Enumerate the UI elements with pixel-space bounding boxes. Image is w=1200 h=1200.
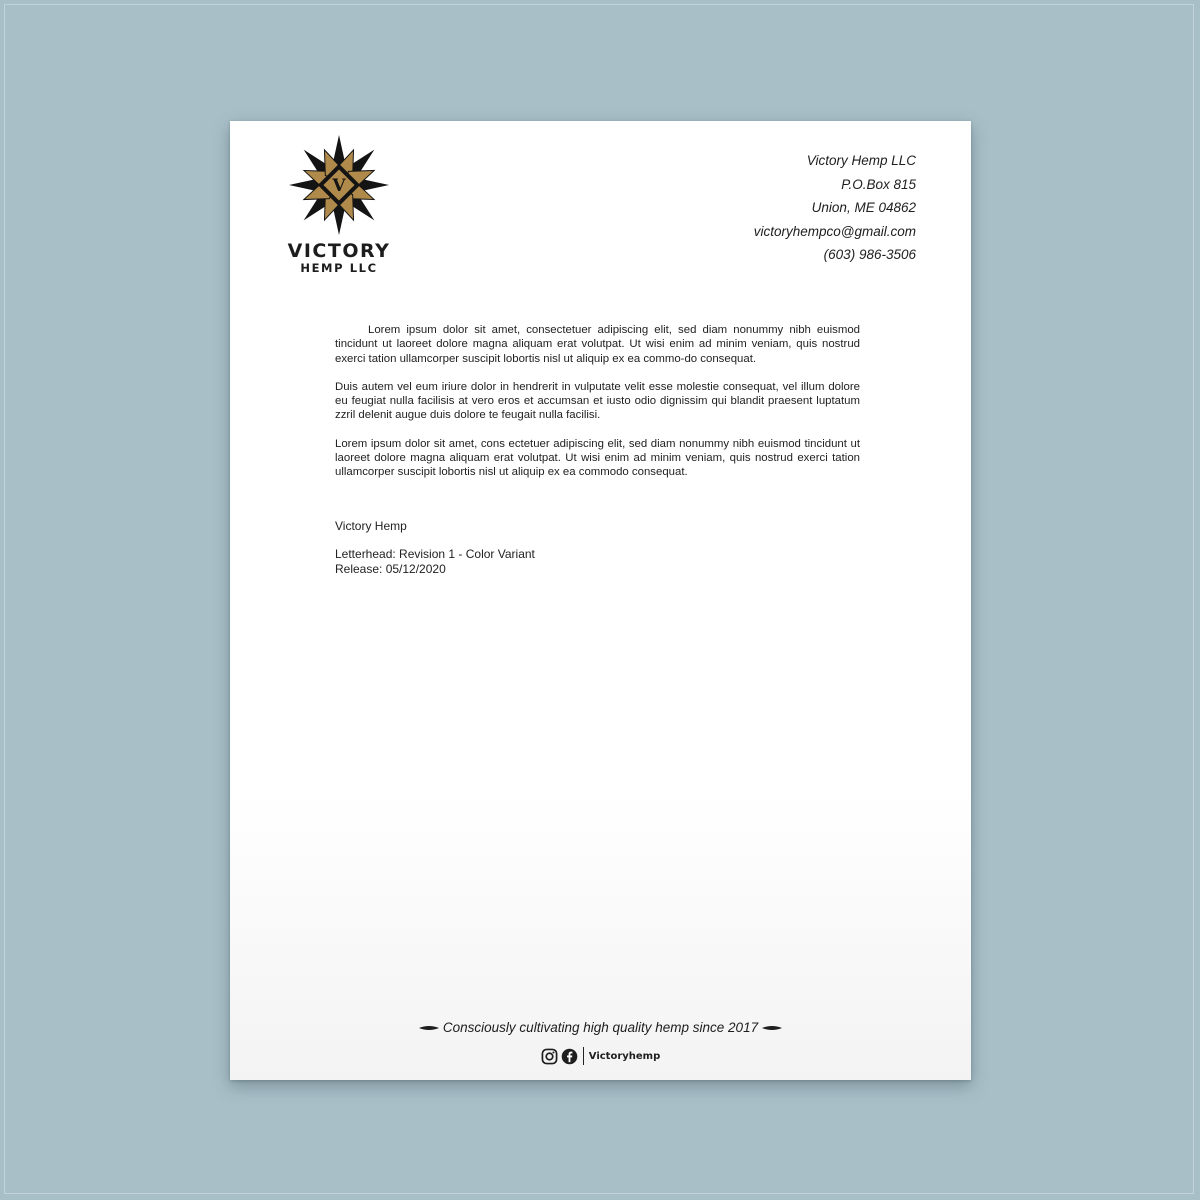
facebook-icon[interactable] bbox=[561, 1048, 578, 1065]
body-paragraph: Lorem ipsum dolor sit amet, consectetuer adipiscing elit, sed diam nonummy nibh euismod tincidunt ut laoreet dolore magna aliquam erat volutpat. Ut wisi enim ad minim veniam, quis nostrud exerci tation ullamcorper suscipit lobortis nisl ut aliquip ex ea commo-do consequat. bbox=[335, 324, 860, 365]
phone-number: (603) 986-3506 bbox=[823, 247, 916, 262]
hemp-leaf-emblem-icon bbox=[287, 133, 391, 237]
instagram-icon[interactable] bbox=[541, 1048, 558, 1065]
brand-logo bbox=[285, 133, 393, 275]
emblem-letter: V bbox=[332, 176, 346, 196]
revision-note: Letterhead: Revision 1 - Color Variant bbox=[335, 547, 535, 562]
letterhead-page bbox=[230, 121, 971, 1080]
body-paragraph: Lorem ipsum dolor sit amet, cons ectetuer adipiscing elit, sed diam nonummy nibh euismod tincidunt ut laoreet dolore magna aliquam erat volutpat. Ut wisi enim ad minim veniam, quis nostrud exerci tation ullamcorper suscipit lobortis nisl ut aliquip ex ea commodo consequat. bbox=[335, 437, 860, 479]
signature-block bbox=[335, 519, 535, 576]
letter-body bbox=[335, 323, 860, 494]
signature-name: Victory Hemp bbox=[335, 519, 407, 533]
email-address: victoryhempco@gmail.com bbox=[753, 223, 916, 239]
social-divider bbox=[583, 1047, 584, 1065]
social-handle[interactable]: Victoryhemp bbox=[588, 1050, 661, 1062]
tagline-text: Consciously cultivating high quality hemp since 2017 bbox=[442, 1020, 759, 1035]
brand-name: VICTORY bbox=[287, 240, 391, 262]
po-box: P.O.Box 815 bbox=[841, 176, 916, 192]
body-paragraph: Duis autem vel eum iriure dolor in hendrerit in vulputate velit esse molestie consequat, vel illum dolore eu feugiat nulla facilisis at vero eros et accumsan et iusto odio dignissim qui blandit praesent luptatum zzril delenit augue duis dolore te feugait nulla facilisi. bbox=[335, 380, 860, 422]
brand-subtitle: HEMP LLC bbox=[300, 261, 378, 275]
social-links bbox=[230, 1047, 971, 1065]
leaf-flourish-right-icon bbox=[762, 1025, 782, 1031]
contact-block bbox=[754, 149, 916, 267]
leaf-flourish-left-icon bbox=[419, 1025, 439, 1031]
company-name: Victory Hemp LLC bbox=[806, 153, 916, 168]
release-date: Release: 05/12/2020 bbox=[335, 561, 446, 576]
footer-tagline bbox=[230, 1020, 971, 1035]
city-address: Union, ME 04862 bbox=[811, 200, 916, 215]
